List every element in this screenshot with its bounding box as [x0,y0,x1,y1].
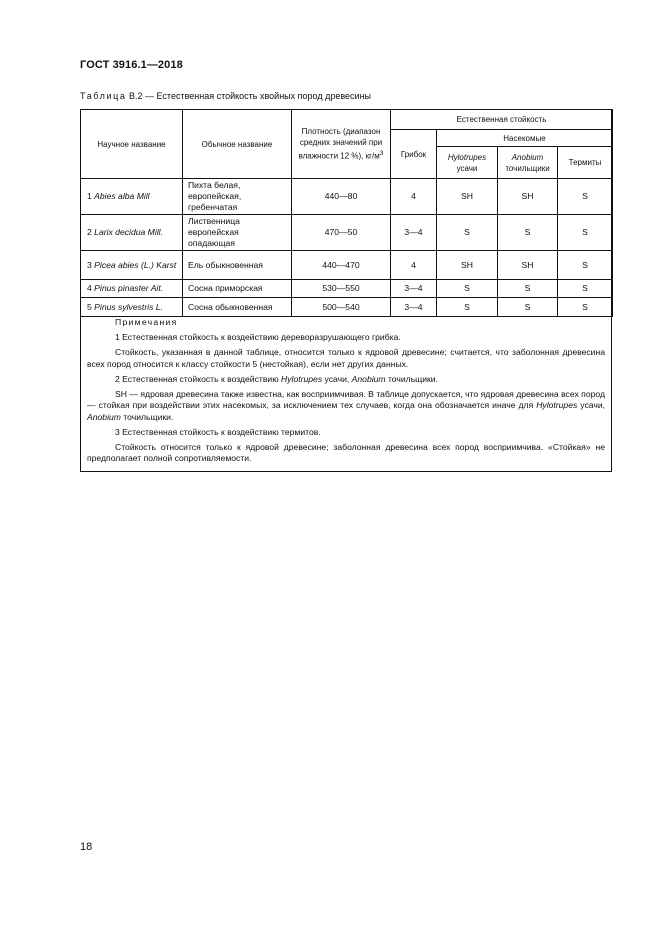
cell-common-name: Ель обыкновенная [183,251,292,280]
cell-scientific-name [81,251,183,280]
table-row [81,280,613,298]
cell-termites: S [558,215,613,251]
notes-heading: Примечания [115,317,178,327]
table-row [81,215,613,251]
note-2-detail [87,389,605,424]
table-row [81,251,613,280]
row-number: 5 [87,301,95,312]
species-latin: Pinus sylvestris L. [94,301,163,312]
cell-anobium: S [498,298,558,317]
cell-fungi: 4 [391,179,437,215]
note-2-detail-latin: Hylotrupes [536,400,578,410]
cell-common-name: Сосна обыкновенная [183,298,292,317]
cell-hylotrupes: S [437,280,498,298]
header-scientific-name: Научное название [81,110,183,179]
caption-text: — Естественная стойкость хвойных пород древесины [142,91,372,101]
cell-termites: S [558,280,613,298]
header-density-sup: 3 [379,150,384,158]
caption-number: В.2 [129,91,143,101]
resistance-table [80,109,613,317]
header-fungi: Грибок [391,130,437,179]
note-2-text: точильщики. [385,373,438,384]
note-3: 3 Естественная стойкость к воздействию термитов. [115,426,321,437]
note-1: 1 Естественная стойкость к воздействию дереворазрушающего грибка. [115,332,401,342]
cell-anobium: SH [498,251,558,280]
cell-density: 440—80 [292,179,391,215]
note-1-detail: Стойкость, указанная в данной таблице, относится только к ядровой древесине; считается, что заболонная древесина всех пород относится к классу стойкости 5 (нестойкая), если нет других данных. [87,347,605,369]
cell-fungi: 3—4 [391,280,437,298]
cell-termites: S [558,179,613,215]
caption-label: Таблица [80,91,127,101]
cell-termites: S [558,298,613,317]
row-number: 3 [87,259,95,270]
cell-density: 530—550 [292,280,391,298]
row-number: 4 [87,283,95,293]
cell-common-name: Сосна приморская [183,280,292,298]
header-density [292,110,391,179]
cell-fungi: 4 [391,251,437,280]
note-2-latin: Anobium [351,373,386,384]
cell-hylotrupes: SH [437,251,498,280]
species-latin: Larix decidua Mill. [94,227,163,237]
header-termites: Термиты [558,147,613,179]
header-insects: Насекомые [437,130,613,147]
cell-termites: S [558,251,613,280]
cell-anobium: S [498,215,558,251]
cell-hylotrupes: S [437,298,498,317]
cell-hylotrupes: SH [437,179,498,215]
header-anobium-common: точильщики [505,163,550,173]
note-2-text: усачи, [322,373,352,384]
species-latin: Picea abies (L.) Karst [94,259,177,270]
note-3-detail: Стойкость относится только к ядровой древесине; заболонная древесина всех пород восприимчива. «Стойкая» не предполагает полной сопротивляемости. [87,441,605,463]
header-natural-resistance: Естественная стойкость [391,110,613,130]
table-row [81,179,613,215]
cell-anobium: SH [498,179,558,215]
cell-scientific-name [81,280,183,298]
note-2 [87,374,605,386]
note-2-detail-text: точильщики. [120,411,174,422]
cell-density: 440—470 [292,251,391,280]
header-density-text: Плотность (диапазон средних значений при влажности 12 %), кг/м [298,127,383,161]
row-number: 2 [87,227,95,237]
cell-scientific-name [81,215,183,251]
note-2-detail-latin: Anobium [87,411,121,422]
table-notes [81,314,611,468]
header-hylotrupes [437,147,498,179]
species-latin: Abies alba Mill [94,191,150,201]
species-latin: Pinus pinaster Ait. [94,283,164,293]
cell-fungi: 3—4 [391,298,437,317]
cell-fungi: 3—4 [391,215,437,251]
cell-common-name: Лиственница европейская опадающая [183,215,292,251]
cell-anobium: S [498,280,558,298]
table-caption [80,91,371,101]
cell-density: 500—540 [292,298,391,317]
cell-hylotrupes: S [437,215,498,251]
header-anobium-latin: Anobium [511,152,544,162]
header-hylotrupes-common: усачи [456,163,478,173]
note-2-latin: Hylotrupes [281,373,323,384]
cell-scientific-name [81,179,183,215]
document-header: ГОСТ 3916.1—2018 [80,59,183,71]
row-number: 1 [87,191,95,201]
cell-density: 470—50 [292,215,391,251]
cell-common-name: Пихта белая, европейская, гребенчатая [183,179,292,215]
header-anobium [498,147,558,179]
header-hylotrupes-latin: Hylotrupes [447,152,487,162]
header-common-name: Обычное название [183,110,292,179]
note-2-text: 2 Естественная стойкость к воздействию [115,373,282,384]
page-number: 18 [80,841,93,853]
note-2-detail-text: SH — ядровая древесина также известна, как восприимчивая. В таблице допускается, что ядровая древесина всех пород — стойкая при воздействии этих насекомых, за исключением тех случаев, когда она обозначается иначе для [87,388,605,410]
note-2-detail-text: усачи, [577,400,606,410]
